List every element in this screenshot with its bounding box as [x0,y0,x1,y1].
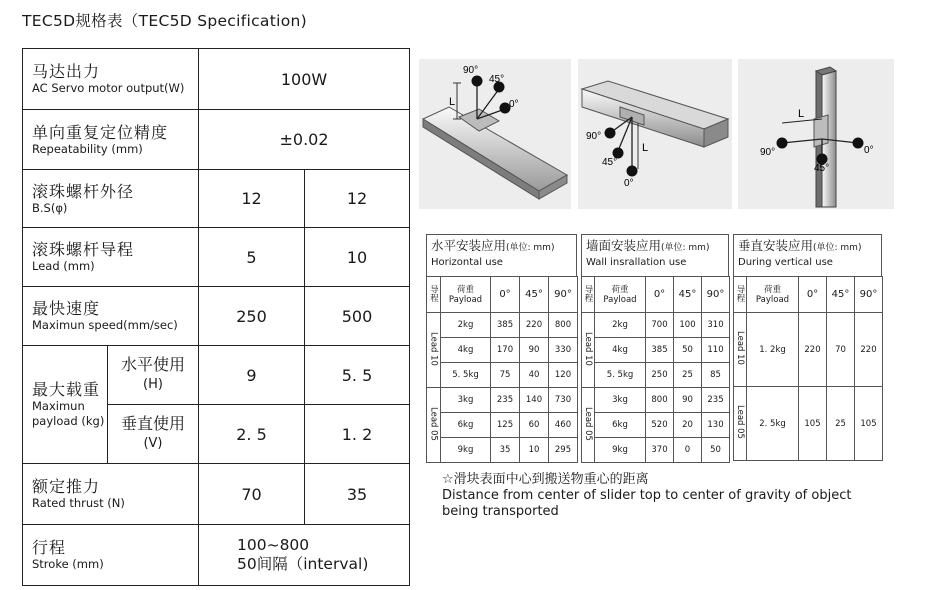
table-cell: 370 [646,438,674,463]
table-cell: 4kg [595,338,646,363]
bs-label [23,170,199,228]
horizontal-payload-header: Payload [448,294,483,305]
spec-row-speed [23,287,410,346]
motor-value: 100W [199,49,410,110]
table-row [582,313,730,338]
table-cell: 10 [520,438,549,463]
table-row [427,363,578,388]
motor-label [23,49,199,110]
speed-label [23,287,199,346]
table-cell: 50 [702,438,730,463]
vertical-use-col-headers [734,277,883,313]
spec-table [22,48,410,586]
table-cell: 235 [491,388,520,413]
table-row [734,313,883,387]
table-cell: 120 [549,363,578,388]
table-cell: 800 [646,388,674,413]
table-cell: 130 [702,413,730,438]
table-cell: 90 [520,338,549,363]
vertical-lead05-label: Lead 05 [735,405,745,439]
vertical-lead10-label: Lead 10 [735,331,745,365]
motor-label-zh: 马达出力 [32,62,101,81]
table-cell: 6kg [595,413,646,438]
table-cell: 9kg [441,438,491,463]
footnote-en-1: Distance from center of slider top to center of gravity of object [442,488,852,503]
thrust-value-1: 70 [199,464,305,525]
table-cell: 170 [491,338,520,363]
lead-label-zh: 滚珠螺杆导程 [32,240,135,259]
table-cell: 35 [491,438,520,463]
table-cell: 110 [702,338,730,363]
vertical-angle-90: 90° [855,277,883,313]
table-row [427,438,578,463]
payload-label-en1: Maximun [32,399,85,413]
table-cell: 0 [674,438,702,463]
table-cell: 2. 5kg [747,387,799,461]
spec-row-repeat [23,110,410,170]
repeat-label-zh: 单向重复定位精度 [32,122,169,142]
vertical-use-subtitle: During vertical use [738,257,833,268]
table-cell: 220 [799,313,827,387]
wall-lead10-label: Lead 10 [583,331,593,366]
payload-h-value-2: 5. 5 [305,346,410,405]
payload-v-en: (V) [143,436,163,451]
table-cell: 295 [549,438,578,463]
bs-label-zh: 滚珠螺杆外径 [32,181,135,201]
table-cell: 70 [827,313,855,387]
table-cell: 1. 2kg [747,313,799,387]
table-cell: 4kg [441,338,491,363]
table-row [582,413,730,438]
table-cell: 105 [855,387,883,461]
wall-angle-45: 45° [674,277,702,313]
repeat-label [23,110,199,170]
wall-use-title: 墙面安装应用 [586,238,662,253]
footnote-en-2: being transported [442,504,559,519]
vertical-diagram-90: 90° [760,147,776,158]
wall-diagram-45: 45° [602,157,618,168]
vertical-diagram-l: L [798,108,805,120]
horizontal-angle-90: 90° [549,277,578,313]
table-cell: 235 [702,388,730,413]
vertical-diagram-0: 0° [864,145,874,156]
vertical-load-header: 荷重 [763,284,781,295]
horizontal-use-unit: (单位: mm) [506,243,555,253]
page-title: TEC5D规格表（TEC5D Specification) [22,12,307,30]
thrust-value-2: 35 [305,464,410,525]
lead-label-en: Lead (mm) [32,259,95,273]
horizontal-diagram-45: 45° [489,74,505,85]
lead-value-1: 5 [199,228,305,287]
horizontal-use-table [426,276,578,463]
table-cell: 6kg [441,413,491,438]
horizontal-angle-45: 45° [520,277,549,313]
speed-value-1: 250 [199,287,305,346]
spec-row-payload-h [23,346,410,405]
table-cell: 20 [674,413,702,438]
vertical-use-header [733,234,882,276]
payload-label [23,346,108,464]
vertical-angle-0: 0° [799,277,827,313]
wall-diagram-90: 90° [586,131,602,142]
wall-payload-header: Payload [603,294,637,305]
table-row [734,387,883,461]
table-cell: 125 [491,413,520,438]
bs-label-en: B.S(φ) [32,200,68,215]
table-cell: 220 [520,313,549,338]
table-cell: 3kg [441,388,491,413]
horizontal-load-header: 荷重 [456,284,474,295]
horizontal-angle-0: 0° [491,277,520,313]
horizontal-diagram-90: 90° [463,65,479,76]
table-cell: 105 [799,387,827,461]
table-cell: 85 [702,363,730,388]
table-row [582,388,730,413]
motor-label-en: AC Servo motor output(W) [32,81,185,95]
payload-v-label [108,405,199,464]
spec-row-motor [23,49,410,110]
wall-use-subtitle: Wall insrallation use [586,257,687,268]
footnote [442,472,851,520]
horizontal-lead05-label: Lead 05 [428,406,439,441]
stroke-label [23,525,199,586]
payload-h-en: (H) [143,377,163,392]
wall-use-unit: (单位: mm) [661,243,710,253]
wall-use-table [581,276,730,463]
table-cell: 520 [646,413,674,438]
bs-value-1: 12 [199,170,305,228]
repeat-label-en: Repeatability (mm) [32,141,143,156]
wall-angle-0: 0° [646,277,674,313]
payload-label-en2: payload (kg) [32,414,105,428]
table-cell: 2kg [595,313,646,338]
payload-v-zh: 垂直使用 [120,414,185,433]
wall-use-header [581,234,729,276]
wall-diagram-l: L [642,142,649,154]
lead-label [23,228,199,287]
bs-value-2: 12 [305,170,410,228]
stroke-value-line2: 50间隔（interval) [237,555,369,573]
table-cell: 310 [702,313,730,338]
spec-row-lead [23,228,410,287]
table-cell: 100 [674,313,702,338]
payload-h-label [108,346,199,405]
lead-value-2: 10 [305,228,410,287]
payload-v-value-2: 1. 2 [305,405,410,464]
vertical-angle-45: 45° [827,277,855,313]
payload-h-zh: 水平使用 [120,355,185,374]
table-cell: 75 [491,363,520,388]
payload-h-value-1: 9 [199,346,305,405]
horizontal-diagram-l: L [449,96,456,108]
horizontal-use-header [426,234,577,276]
table-row [582,363,730,388]
wall-mount-diagram [578,59,732,209]
table-cell: 5. 5kg [595,363,646,388]
wall-lead05-label: Lead 05 [583,406,593,441]
table-row [427,313,578,338]
vertical-use-table [733,276,883,461]
wall-lead-header: 导程 [583,284,593,302]
thrust-label [23,464,199,525]
thrust-label-zh: 额定推力 [32,477,101,496]
table-cell: 460 [549,413,578,438]
table-row [427,388,578,413]
table-cell: 800 [549,313,578,338]
footnote-zh: ☆滑块表面中心到搬送物重心的距离 [442,472,649,487]
table-cell: 700 [646,313,674,338]
stroke-label-zh: 行程 [32,538,67,557]
speed-label-en: Maximun speed(mm/sec) [32,318,178,332]
table-cell: 385 [491,313,520,338]
horizontal-diagram-0: 0° [509,99,519,110]
table-cell: 385 [646,338,674,363]
table-row [582,438,730,463]
stroke-value [199,525,410,586]
stroke-value-line1: 100~800 [237,536,310,554]
spec-row-stroke [23,525,410,586]
thrust-label-en: Rated thrust (N) [32,496,125,510]
vertical-payload-header: Payload [755,294,790,305]
table-cell: 730 [549,388,578,413]
table-cell: 25 [674,363,702,388]
speed-label-zh: 最快速度 [32,299,101,318]
table-cell: 250 [646,363,674,388]
horizontal-lead-header: 导程 [428,284,439,302]
speed-value-2: 500 [305,287,410,346]
table-cell: 5. 5kg [441,363,491,388]
vertical-use-title: 垂直安装应用 [738,238,814,253]
wall-use-panel [581,234,729,463]
vertical-use-panel [733,234,882,461]
wall-load-header: 荷重 [611,284,629,295]
vertical-use-unit: (单位: mm) [813,243,862,253]
table-cell: 40 [520,363,549,388]
vertical-mount-diagram [738,59,894,209]
horizontal-use-title: 水平安装应用 [431,238,507,253]
horizontal-mount-diagram [419,59,571,209]
table-cell: 2kg [441,313,491,338]
wall-diagram-0: 0° [624,178,634,189]
spec-row-bs [23,170,410,228]
wall-angle-90: 90° [702,277,730,313]
vertical-diagram-45: 45° [814,163,830,174]
table-cell: 140 [520,388,549,413]
table-cell: 60 [520,413,549,438]
horizontal-lead10-label: Lead 10 [428,331,439,366]
spec-row-thrust [23,464,410,525]
table-cell: 50 [674,338,702,363]
table-cell: 90 [674,388,702,413]
table-row [427,338,578,363]
table-row [427,413,578,438]
table-cell: 220 [855,313,883,387]
table-cell: 330 [549,338,578,363]
repeat-value: ±0.02 [199,110,410,170]
horizontal-use-subtitle: Horizontal use [431,257,503,268]
wall-use-col-headers [582,277,730,313]
horizontal-use-col-headers [427,277,578,313]
horizontal-use-panel [426,234,577,463]
table-cell: 25 [827,387,855,461]
table-row [582,338,730,363]
stroke-label-en: Stroke (mm) [32,557,104,571]
payload-label-zh: 最大载重 [32,380,101,399]
table-cell: 9kg [595,438,646,463]
vertical-lead-header: 导程 [735,284,745,302]
table-cell: 3kg [595,388,646,413]
payload-v-value-1: 2. 5 [199,405,305,464]
